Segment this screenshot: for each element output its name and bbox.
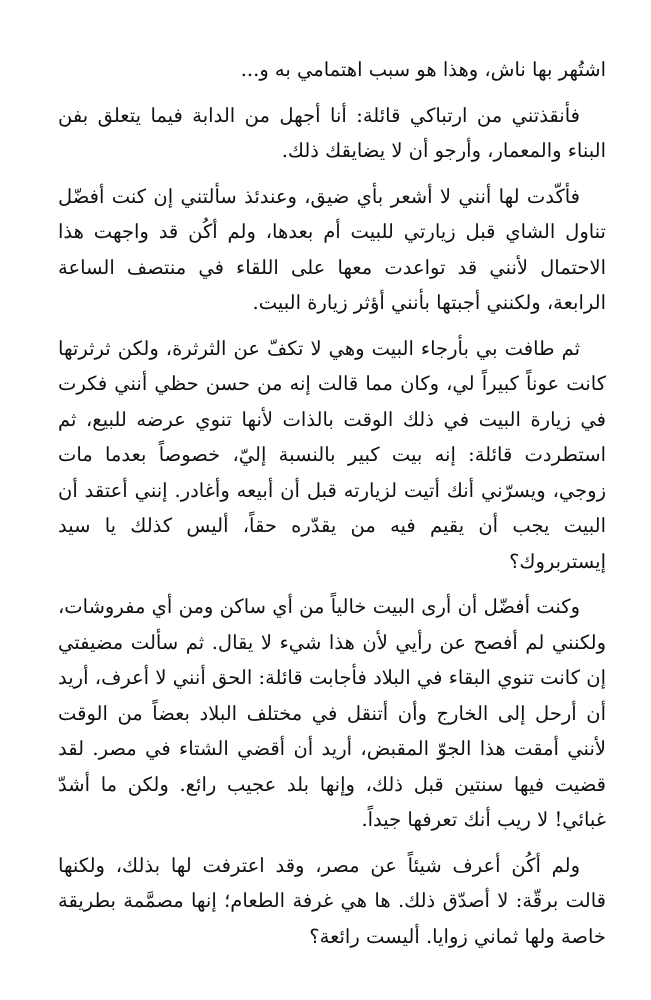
paragraph: فأنقذتني من ارتباكي قائلة: أنا أجهل من الدابة فيما يتعلق بفن البناء والمعمار، وأرجو أن لا يضايقك ذلك.	[58, 103, 606, 162]
paragraph: اشتُهر بها ناش، وهذا هو سبب اهتمامي به و...	[240, 58, 606, 81]
paragraph: ولم أكُن أعرف شيئاً عن مصر، وقد اعترفت لها بذلك، ولكنها قالت برقّة: لا أصدّق ذلك. ها هي غرفة الطعام؛ إنها مصمَّمة بطريقة خاصة ولها ثماني زوايا. أليست رائعة؟	[58, 853, 606, 948]
book-page	[58, 52, 606, 964]
paragraph: ثم طافت بي بأرجاء البيت وهي لا تكفّ عن الثرثرة، ولكن ثرثرتها كانت عوناً كبيراً لي، وكان مما قالت إنه من حسن حظي أنني فكرت في زيارة البيت في ذلك الوقت بالذات لأنها تنوي عرضه للبيع، ثم استطردت قائلة: إنه بيت كبير بالنسبة إليّ، خصوصاً بعدما مات زوجي، ويسرّني أنك أتيت لزيارته قبل أن أبيعه وأغادر. إنني أعتقد أن البيت يجب أن يقيم فيه من يقدّره حقاً، أليس كذلك يا سيد إيستربروك؟	[58, 336, 606, 573]
paragraph: وكنت أفضّل أن أرى البيت خالياً من أي ساكن ومن أي مفروشات، ولكنني لم أفصح عن رأيي لأن هذا شيء لا يقال. ثم سألت مضيفتي إن كانت تنوي البقاء في البلاد فأجابت قائلة: الحق أنني لا أعرف، أريد أن أرحل إلى الخارج وأن أتنقل في مختلف البلاد بعضاً من الوقت لأنني أمقت هذا الجوّ المقبض، أريد أن أقضي الشتاء في مصر. لقد قضيت فيها سنتين قبل ذلك، وإنها بلد عجيب رائع. ولكن ما أشدّ غبائي! لا ريب أنك تعرفها جيداً.	[58, 595, 606, 831]
paragraph: فأكّدت لها أنني لا أشعر بأي ضيق، وعندئذ سألتني إن كنت أفضّل تناول الشاي قبل زيارتي للبيت أم بعدها، ولم أكُن قد واجهت هذا الاحتمال لأنني قد تواعدت معها على اللقاء في منتصف الساعة الرابعة، ولكنني أجبتها بأنني أؤثر زيارة البيت.	[58, 184, 606, 314]
